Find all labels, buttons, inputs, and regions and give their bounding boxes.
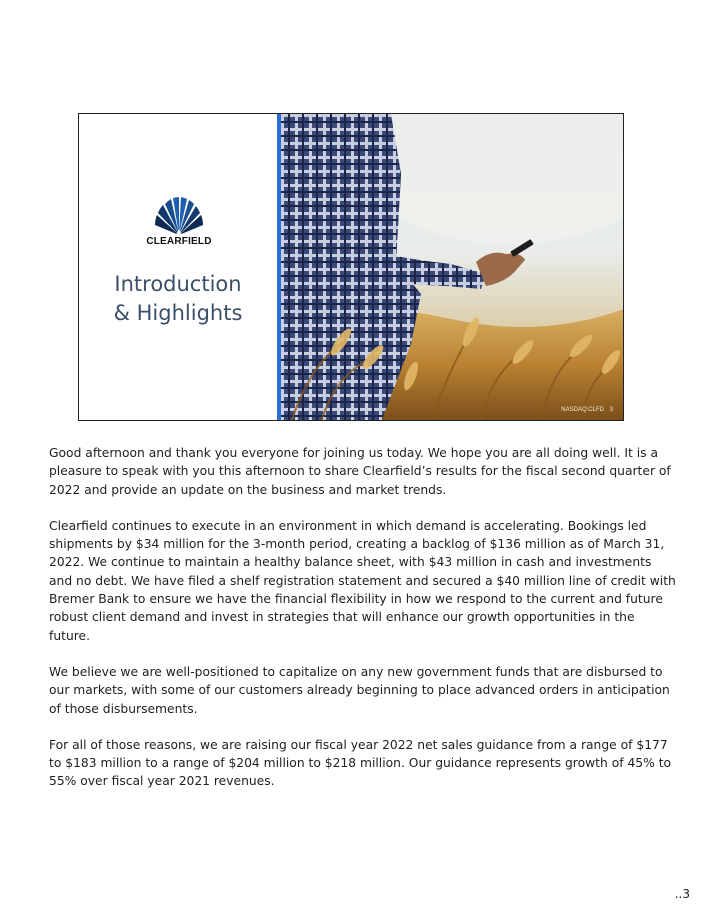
transcript-body [49, 444, 677, 809]
slide-footer-page: 3 [609, 407, 613, 413]
slide-title [79, 270, 277, 328]
slide-title-line-1: Introduction [114, 272, 242, 296]
slide-left-panel [79, 114, 277, 420]
paragraph-government-funds: We believe we are well-positioned to capitalize on any new government funds that are disbursed to our markets, with some of our customers already beginning to place advanced orders in anticipation of those disbursements. [49, 664, 670, 716]
slide-footer-ticker: NASDAQ:CLFD [561, 407, 604, 413]
clearfield-logo [139, 192, 219, 247]
slide-footer [557, 407, 613, 413]
paragraph-intro: Good afternoon and thank you everyone for joining us today. We hope you are all doing well. It is a pleasure to speak with you this afternoon to share Clearfield’s results for the fiscal second quarter of 2022 and provide an update on the business and market trends. [49, 446, 671, 497]
slide-image [78, 113, 624, 421]
clearfield-logo-icon [153, 192, 205, 236]
paragraph-guidance: For all of those reasons, we are raising our fiscal year 2022 net sales guidance from a range of $177 to $183 million to a range of $204 million to $218 million. Our guidance represents growth of 45% to 55% over fiscal year 2021 revenues. [49, 737, 672, 789]
slide-title-line-2: & Highlights [113, 301, 243, 325]
paragraph-execution: Clearfield continues to execute in an environment in which demand is accelerating. Bookings led shipments by $34 million for the 3-month period, creating a backlog of $136 million as of March 31, 2022. We continue to maintain a healthy balance sheet, with $43 million in cash and investments and no debt. We have filed a shelf registration statement and secured a $40 million line of credit with Bremer Bank to ensure we have the financial flexibility in how we respond to the current and future robust client demand and invest in strategies that will enhance our growth opportunities in the future. [49, 518, 676, 643]
farmer-wheat-field-photo [281, 114, 623, 420]
page-number: ..3 [674, 887, 690, 901]
logo-wordmark: CLEARFIELD [146, 236, 212, 247]
